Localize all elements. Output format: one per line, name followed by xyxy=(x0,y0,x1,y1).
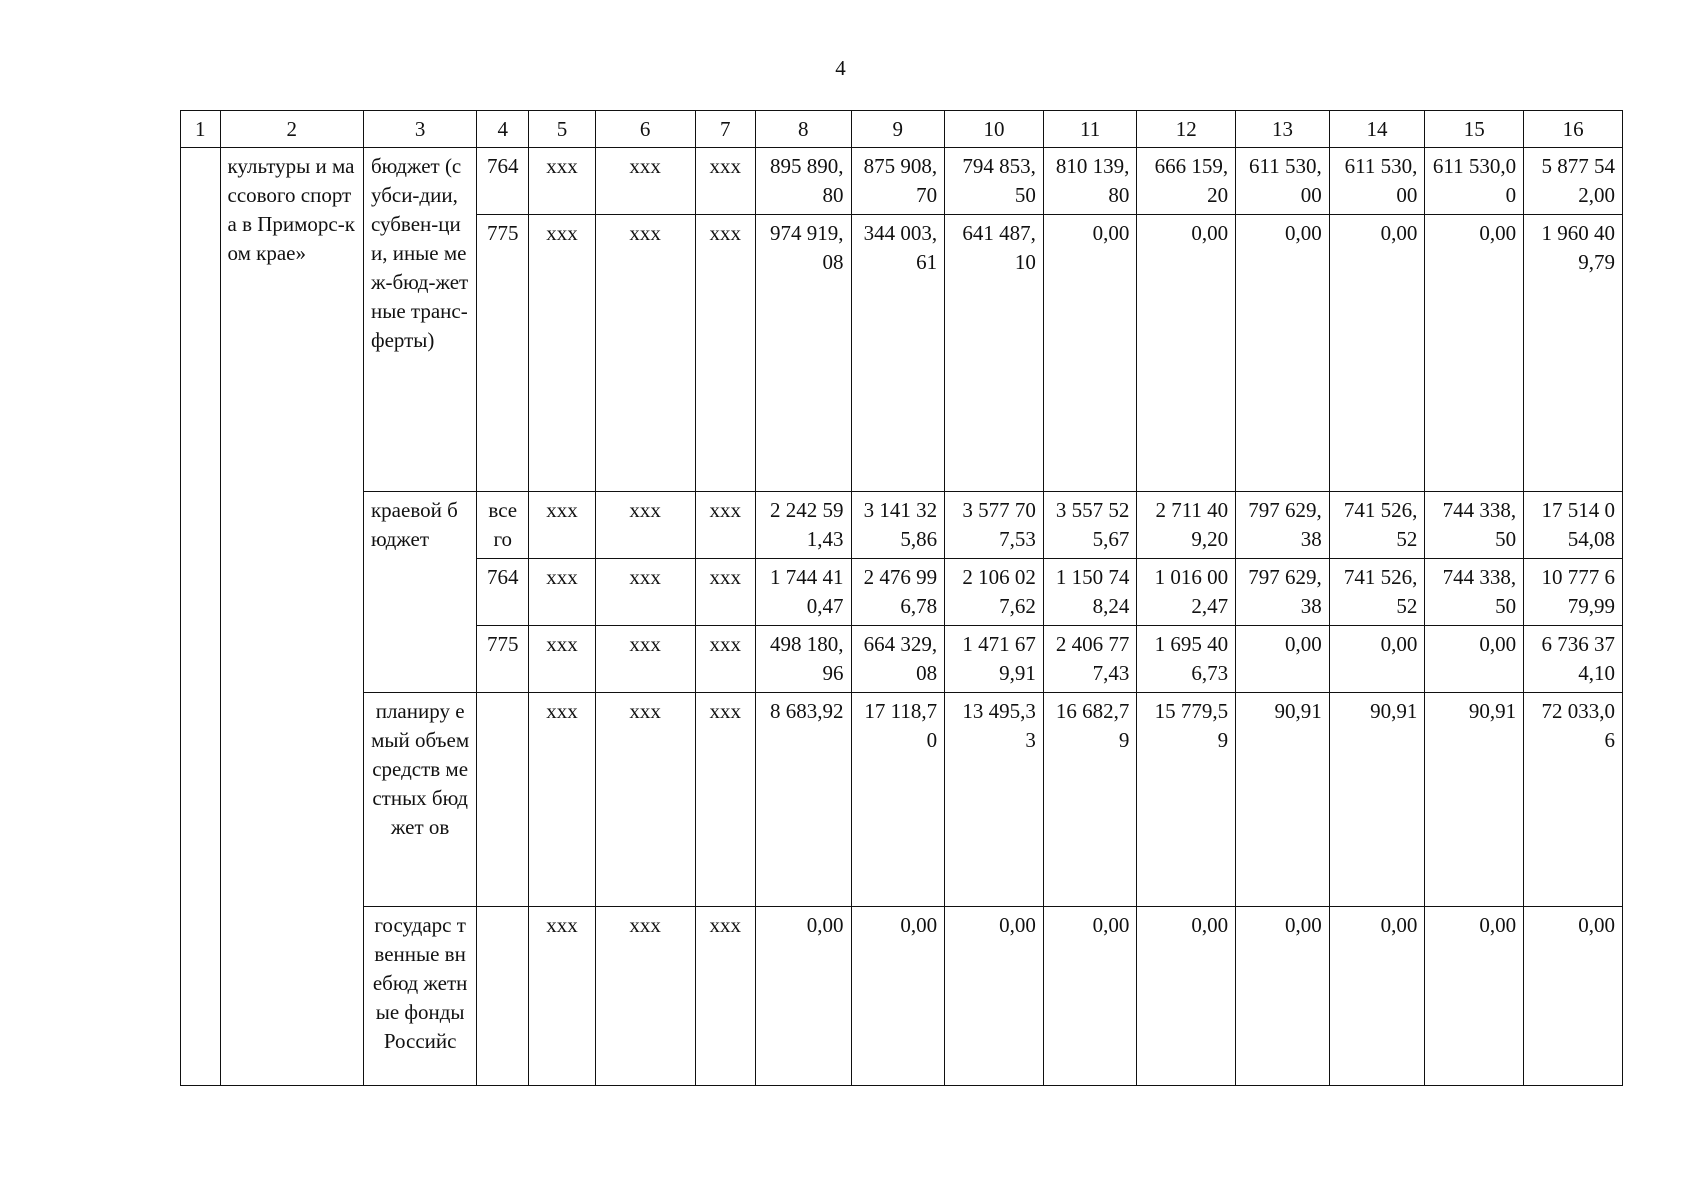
value-cell: 666 159,20 xyxy=(1137,148,1236,215)
value-cell: 0,00 xyxy=(1425,215,1524,492)
value-cell: 2 711 409,20 xyxy=(1137,492,1236,559)
col5-cell: xxx xyxy=(529,626,596,693)
funding-source-cell: государс твенные внебюд жетные фонды Российс xyxy=(363,907,476,1086)
value-cell: 895 890,80 xyxy=(755,148,851,215)
value-cell: 90,91 xyxy=(1425,693,1524,907)
total-cell: 17 514 054,08 xyxy=(1524,492,1623,559)
value-cell: 0,00 xyxy=(1236,907,1330,1086)
header-cell: 10 xyxy=(945,111,1044,148)
value-cell: 664 329,08 xyxy=(851,626,945,693)
col6-cell: xxx xyxy=(595,693,695,907)
header-cell: 4 xyxy=(477,111,529,148)
header-cell: 8 xyxy=(755,111,851,148)
col5-cell: xxx xyxy=(529,215,596,492)
value-cell: 1 150 748,24 xyxy=(1043,559,1137,626)
value-cell: 1 471 679,91 xyxy=(945,626,1044,693)
col5-cell: xxx xyxy=(529,559,596,626)
budget-code-cell: 764 xyxy=(477,559,529,626)
value-cell: 3 557 525,67 xyxy=(1043,492,1137,559)
value-cell: 13 495,33 xyxy=(945,693,1044,907)
value-cell: 794 853,50 xyxy=(945,148,1044,215)
budget-code-cell: 764 xyxy=(477,148,529,215)
header-cell: 3 xyxy=(363,111,476,148)
value-cell: 744 338,50 xyxy=(1425,559,1524,626)
col7-cell: xxx xyxy=(695,492,755,559)
header-cell: 5 xyxy=(529,111,596,148)
col6-cell: xxx xyxy=(595,492,695,559)
header-cell: 12 xyxy=(1137,111,1236,148)
value-cell: 611 530,00 xyxy=(1329,148,1425,215)
total-cell: 1 960 409,79 xyxy=(1524,215,1623,492)
col5-cell: xxx xyxy=(529,492,596,559)
header-cell: 2 xyxy=(220,111,363,148)
value-cell: 344 003,61 xyxy=(851,215,945,492)
value-cell: 1 016 002,47 xyxy=(1137,559,1236,626)
budget-code-cell xyxy=(477,693,529,907)
total-cell: 5 877 542,00 xyxy=(1524,148,1623,215)
value-cell: 0,00 xyxy=(1329,907,1425,1086)
value-cell: 498 180,96 xyxy=(755,626,851,693)
value-cell: 797 629,38 xyxy=(1236,559,1330,626)
value-cell: 741 526,52 xyxy=(1329,492,1425,559)
header-cell: 13 xyxy=(1236,111,1330,148)
col7-cell: xxx xyxy=(695,215,755,492)
value-cell: 0,00 xyxy=(1137,907,1236,1086)
col5-cell: xxx xyxy=(529,693,596,907)
value-cell: 0,00 xyxy=(1236,215,1330,492)
value-cell: 875 908,70 xyxy=(851,148,945,215)
value-cell: 0,00 xyxy=(1043,215,1137,492)
value-cell: 611 530,00 xyxy=(1236,148,1330,215)
table-row xyxy=(181,907,1623,1086)
col1-cell xyxy=(181,148,221,1086)
budget-code-cell: 775 xyxy=(477,626,529,693)
value-cell: 797 629,38 xyxy=(1236,492,1330,559)
funding-source-cell: краевой бюджет xyxy=(363,492,476,693)
col7-cell: xxx xyxy=(695,559,755,626)
col6-cell: xxx xyxy=(595,626,695,693)
value-cell: 611 530,00 xyxy=(1425,148,1524,215)
value-cell: 2 476 996,78 xyxy=(851,559,945,626)
col7-cell: xxx xyxy=(695,907,755,1086)
value-cell: 2 242 591,43 xyxy=(755,492,851,559)
value-cell: 3 577 707,53 xyxy=(945,492,1044,559)
total-cell: 10 777 679,99 xyxy=(1524,559,1623,626)
value-cell: 1 695 406,73 xyxy=(1137,626,1236,693)
value-cell: 17 118,70 xyxy=(851,693,945,907)
value-cell: 3 141 325,86 xyxy=(851,492,945,559)
value-cell: 0,00 xyxy=(1425,907,1524,1086)
budget-code-cell: 775 xyxy=(477,215,529,492)
value-cell: 741 526,52 xyxy=(1329,559,1425,626)
total-cell: 6 736 374,10 xyxy=(1524,626,1623,693)
value-cell: 0,00 xyxy=(1043,907,1137,1086)
table-row xyxy=(181,492,1623,559)
funding-source-cell: планиру емый объем средств местных бюджет ов xyxy=(363,693,476,907)
value-cell: 0,00 xyxy=(755,907,851,1086)
program-name-cell: культуры и массового спорта в Приморс-ком крае» xyxy=(220,148,363,1086)
header-cell: 9 xyxy=(851,111,945,148)
col5-cell: xxx xyxy=(529,148,596,215)
col6-cell: xxx xyxy=(595,148,695,215)
header-row xyxy=(181,111,1623,148)
header-cell: 7 xyxy=(695,111,755,148)
header-cell: 15 xyxy=(1425,111,1524,148)
header-cell: 14 xyxy=(1329,111,1425,148)
value-cell: 0,00 xyxy=(1329,626,1425,693)
value-cell: 90,91 xyxy=(1236,693,1330,907)
header-cell: 16 xyxy=(1524,111,1623,148)
budget-table xyxy=(180,110,1623,1086)
total-cell: 0,00 xyxy=(1524,907,1623,1086)
value-cell: 16 682,79 xyxy=(1043,693,1137,907)
value-cell: 1 744 410,47 xyxy=(755,559,851,626)
col6-cell: xxx xyxy=(595,215,695,492)
value-cell: 974 919,08 xyxy=(755,215,851,492)
col7-cell: xxx xyxy=(695,693,755,907)
value-cell: 2 406 777,43 xyxy=(1043,626,1137,693)
value-cell: 744 338,50 xyxy=(1425,492,1524,559)
table-row xyxy=(181,148,1623,215)
header-cell: 1 xyxy=(181,111,221,148)
page-number: 4 xyxy=(835,56,846,80)
table-row xyxy=(181,693,1623,907)
header-cell: 6 xyxy=(595,111,695,148)
value-cell: 810 139,80 xyxy=(1043,148,1137,215)
value-cell: 641 487,10 xyxy=(945,215,1044,492)
value-cell: 8 683,92 xyxy=(755,693,851,907)
col7-cell: xxx xyxy=(695,626,755,693)
value-cell: 0,00 xyxy=(1236,626,1330,693)
value-cell: 2 106 027,62 xyxy=(945,559,1044,626)
funding-source-cell: бюджет (субси-дии, субвен-ции, иные меж-бюд-жетные транс-ферты) xyxy=(363,148,476,492)
value-cell: 0,00 xyxy=(1329,215,1425,492)
value-cell: 0,00 xyxy=(945,907,1044,1086)
value-cell: 0,00 xyxy=(1137,215,1236,492)
col5-cell: xxx xyxy=(529,907,596,1086)
col6-cell: xxx xyxy=(595,559,695,626)
value-cell: 0,00 xyxy=(851,907,945,1086)
value-cell: 0,00 xyxy=(1425,626,1524,693)
budget-code-cell xyxy=(477,907,529,1086)
total-cell: 72 033,06 xyxy=(1524,693,1623,907)
header-cell: 11 xyxy=(1043,111,1137,148)
col6-cell: xxx xyxy=(595,907,695,1086)
value-cell: 15 779,59 xyxy=(1137,693,1236,907)
budget-code-cell: всего xyxy=(477,492,529,559)
value-cell: 90,91 xyxy=(1329,693,1425,907)
col7-cell: xxx xyxy=(695,148,755,215)
